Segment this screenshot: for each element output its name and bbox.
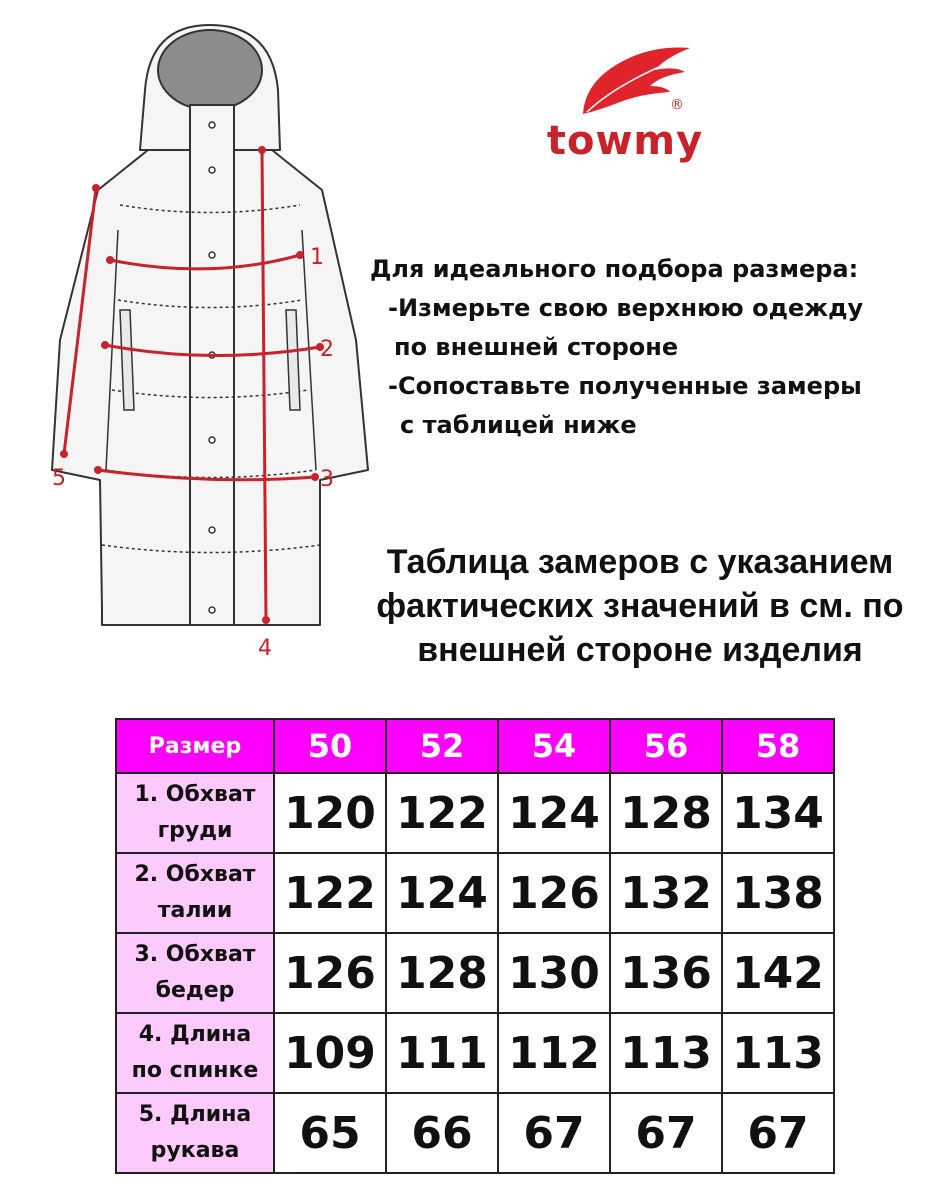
row-label-line: груди <box>157 818 233 843</box>
value-cell: 126 <box>498 853 610 933</box>
instructions-line-4: с таблицей ниже <box>400 411 637 439</box>
value-cell: 66 <box>386 1093 498 1173</box>
value-cell: 111 <box>386 1013 498 1093</box>
row-label-line: по спинке <box>131 1058 259 1083</box>
marker-1: 1 <box>310 245 324 270</box>
value-cell: 109 <box>274 1013 386 1093</box>
table-row <box>116 1013 834 1093</box>
value-cell: 138 <box>722 853 834 933</box>
table-title-line-1: Таблица замеров с указанием <box>386 543 894 581</box>
row-label-line: 3. Обхват <box>134 942 256 967</box>
feather-icon <box>525 40 725 120</box>
value-cell: 132 <box>610 853 722 933</box>
value-cell: 120 <box>274 773 386 853</box>
value-cell: 124 <box>498 773 610 853</box>
size-54: 54 <box>498 719 610 773</box>
value-cell: 124 <box>386 853 498 933</box>
coat-measurement-diagram <box>40 10 380 670</box>
row-label-line: 1. Обхват <box>134 782 256 807</box>
value-cell: 67 <box>498 1093 610 1173</box>
row-label-chest <box>116 773 274 853</box>
size-50: 50 <box>274 719 386 773</box>
table-row <box>116 853 834 933</box>
marker-3: 3 <box>320 467 334 492</box>
brand-name: towmy <box>546 118 704 164</box>
size-table <box>115 718 835 1174</box>
instructions-line-1: -Измерьте свою верхнюю одежду <box>388 294 864 322</box>
table-title-line-2: фактических значений в см. по <box>376 587 904 625</box>
marker-2: 2 <box>320 337 334 362</box>
value-cell: 122 <box>274 853 386 933</box>
marker-5: 5 <box>52 466 66 491</box>
table-title <box>340 540 940 672</box>
row-label-line: талии <box>157 898 233 923</box>
value-cell: 128 <box>386 933 498 1013</box>
value-cell: 126 <box>274 933 386 1013</box>
table-row <box>116 933 834 1013</box>
row-label-back-length <box>116 1013 274 1093</box>
instructions-line-2: по внешней стороне <box>394 333 679 361</box>
row-label-line: 5. Длина <box>138 1102 252 1127</box>
registered-mark: ® <box>670 97 684 113</box>
value-cell: 112 <box>498 1013 610 1093</box>
value-cell: 122 <box>386 773 498 853</box>
size-52: 52 <box>386 719 498 773</box>
value-cell: 134 <box>722 773 834 853</box>
row-label-waist <box>116 853 274 933</box>
size-header-label: Размер <box>116 719 274 773</box>
table-title-line-3: внешней стороне изделия <box>417 631 863 669</box>
value-cell: 67 <box>610 1093 722 1173</box>
table-row <box>116 1093 834 1173</box>
value-cell: 67 <box>722 1093 834 1173</box>
value-cell: 128 <box>610 773 722 853</box>
brand-logo <box>525 40 725 170</box>
measurement-instructions <box>370 250 940 445</box>
value-cell: 113 <box>722 1013 834 1093</box>
size-58: 58 <box>722 719 834 773</box>
instructions-heading: Для идеального подбора размера: <box>370 255 859 283</box>
row-label-sleeve-length <box>116 1093 274 1173</box>
row-label-line: 4. Длина <box>138 1022 252 1047</box>
value-cell: 113 <box>610 1013 722 1093</box>
hood-opening <box>158 30 262 110</box>
size-56: 56 <box>610 719 722 773</box>
row-label-hips <box>116 933 274 1013</box>
size-header-row <box>116 719 834 773</box>
value-cell: 130 <box>498 933 610 1013</box>
value-cell: 65 <box>274 1093 386 1173</box>
coat-placket <box>190 105 234 625</box>
value-cell: 136 <box>610 933 722 1013</box>
instructions-line-3: -Сопоставьте полученные замеры <box>388 372 862 400</box>
row-label-line: 2. Обхват <box>134 862 256 887</box>
row-label-line: бедер <box>155 978 235 1003</box>
table-row <box>116 773 834 853</box>
row-label-line: рукава <box>150 1138 240 1163</box>
value-cell: 142 <box>722 933 834 1013</box>
marker-4: 4 <box>258 636 272 661</box>
